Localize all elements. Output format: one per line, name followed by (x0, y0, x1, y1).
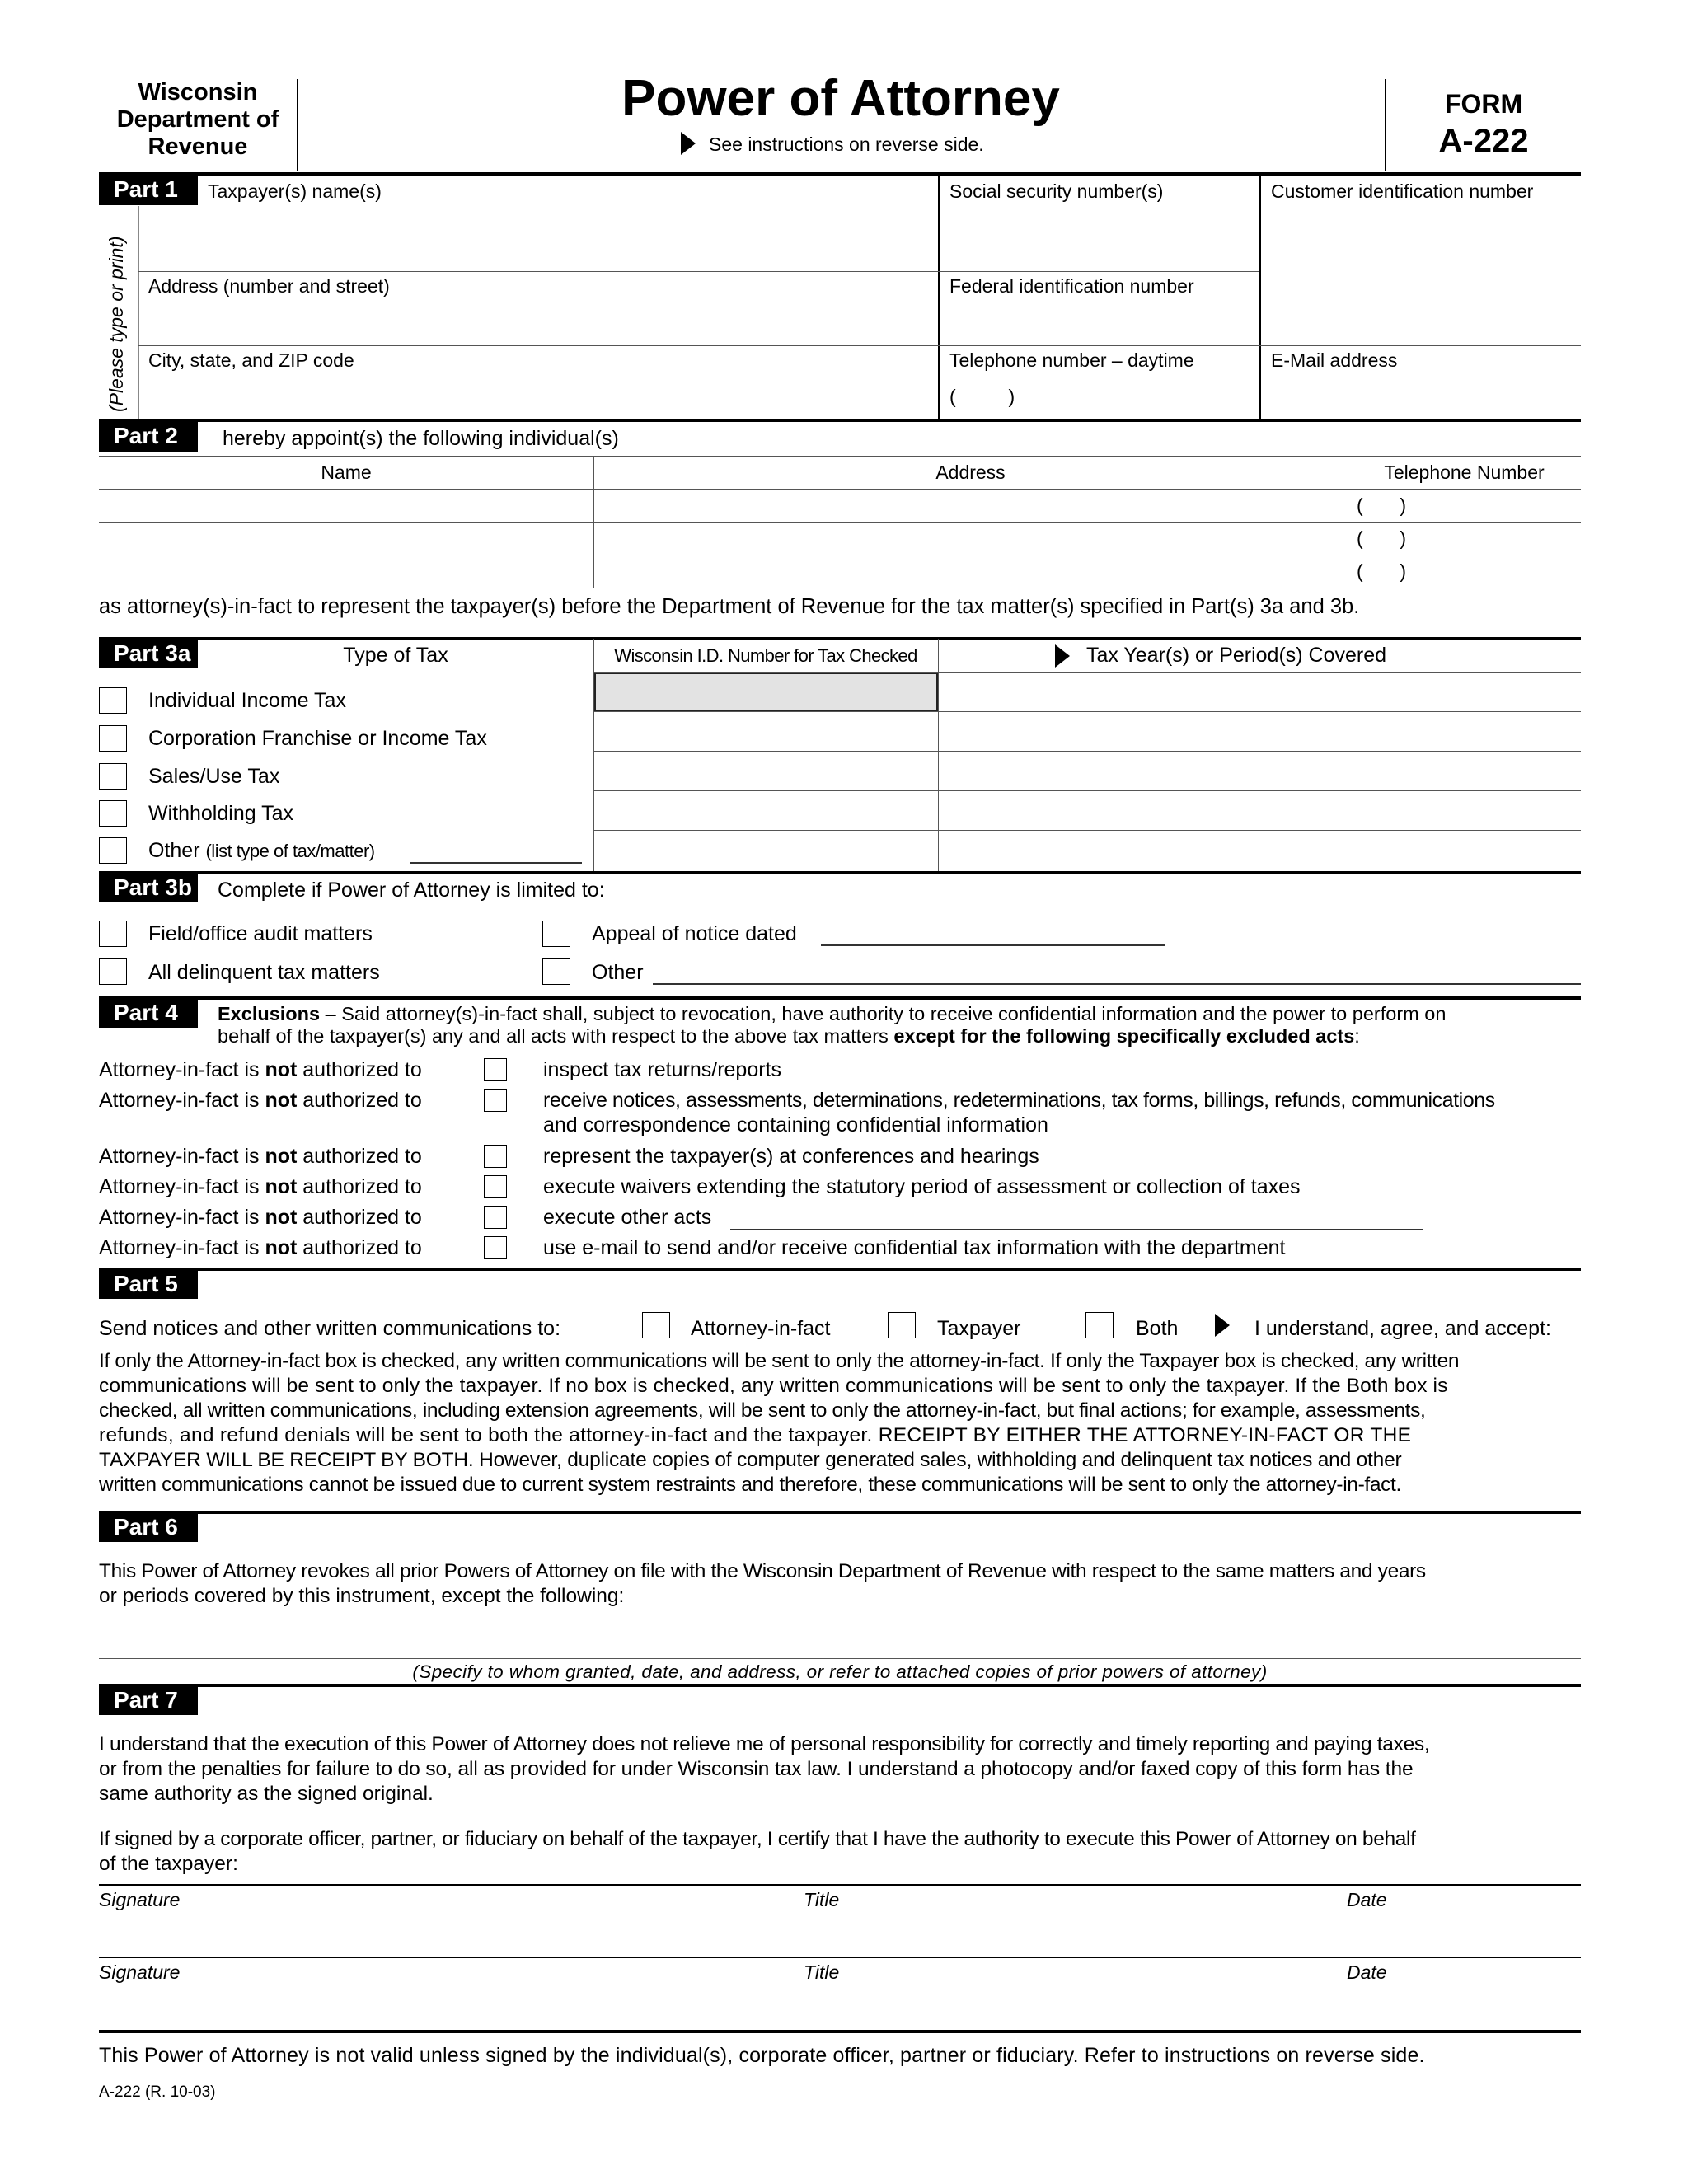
exclusion-2-act-cont: and correspondence containing confidential information (543, 1113, 1048, 1137)
part1-row-rule-2 (138, 345, 1581, 346)
col-years-header: Tax Year(s) or Period(s) Covered (1086, 644, 1387, 667)
col-phone-header: Telephone Number (1384, 462, 1545, 483)
part3a-row-rule-3 (593, 790, 1581, 791)
part3a-row-rule-4 (593, 830, 1581, 831)
form-title: Power of Attorney (621, 70, 1060, 127)
notice-attorney-checkbox[interactable] (642, 1312, 670, 1338)
delinquent-label: All delinquent tax matters (148, 961, 380, 984)
fein-field[interactable] (941, 298, 1258, 344)
phone-parens: ( ) (950, 386, 1015, 407)
exclusion-5-prefix (99, 1206, 422, 1230)
part5-line-6: written communications cannot be issued due to current system restraints and therefore, these communications will be sent to only the attorney-in-fact. (99, 1474, 1401, 1496)
signature-2-label: Signature (99, 1961, 181, 1983)
part1-col-divider-1 (938, 174, 940, 419)
other-tax-label (148, 839, 375, 863)
prior-poa-exceptions-field[interactable] (99, 1615, 1581, 1658)
signature-1-field[interactable] (99, 1912, 791, 1955)
form-word: FORM (1444, 89, 1523, 119)
exclusion-suffix-text: authorized to (297, 1175, 422, 1198)
delinquent-checkbox[interactable] (99, 958, 127, 985)
part4-label: Part 4 (99, 998, 198, 1028)
notice-both-checkbox[interactable] (1085, 1312, 1114, 1338)
exclusions-emphasis: except for the following specifically excluded acts (893, 1025, 1355, 1047)
part1-left-border (138, 206, 139, 419)
appointee-1-address[interactable] (595, 490, 1346, 521)
appointee-2-name[interactable] (101, 523, 592, 554)
part2-row-rule-2 (99, 522, 1581, 523)
notice-both-label: Both (1136, 1317, 1179, 1340)
appointee-3-address[interactable] (595, 556, 1346, 587)
date-2-label: Date (1347, 1961, 1387, 1983)
part7-p1-line-3: same authority as the signed original. (99, 1783, 434, 1805)
part5-label: Part 5 (99, 1269, 198, 1299)
exclusion-6-prefix (99, 1236, 422, 1260)
agency-line-3: Revenue (148, 134, 248, 160)
id-other-field[interactable] (595, 832, 937, 869)
title-2-field[interactable] (804, 1985, 1331, 2027)
date-1-field[interactable] (1347, 1912, 1581, 1955)
phone-field[interactable] (941, 373, 1258, 418)
validity-note: This Power of Attorney is not valid unless signed by the individual(s), corporate officer, partner or fiduciary. Refer to instructions on reverse side. (99, 2044, 1425, 2067)
other-limit-checkbox[interactable] (542, 958, 570, 985)
years-other-field[interactable] (940, 832, 1581, 869)
part3a-row-rule-2 (593, 751, 1581, 752)
exclusion-2-act: receive notices, assessments, determinations, redeterminations, tax forms, billings, refunds, communications (543, 1089, 1495, 1112)
part5-line-2: communications will be sent to only the taxpayer. If no box is checked, any written communications will be sent to only the taxpayer. If the Both box is (99, 1375, 1448, 1397)
years-sales-use-field[interactable] (940, 752, 1581, 790)
exclusion-4-checkbox[interactable] (484, 1175, 507, 1198)
part1-side-note: (Please type or print) (106, 236, 127, 412)
exclusion-3-act: represent the taxpayer(s) at conferences and hearings (543, 1145, 1039, 1168)
other-tax-entry-line[interactable] (410, 862, 582, 864)
email-field[interactable] (1263, 373, 1579, 418)
part2-top-rule (99, 419, 1581, 422)
corporation-label: Corporation Franchise or Income Tax (148, 727, 487, 750)
customer-id-label: Customer identification number (1271, 180, 1534, 202)
exclusion-suffix-text: authorized to (297, 1145, 422, 1168)
years-individual-income-field[interactable] (940, 673, 1581, 710)
appointee-2-phone[interactable]: ( ) (1357, 527, 1407, 549)
field-audit-checkbox[interactable] (99, 921, 127, 947)
fein-label: Federal identification number (950, 275, 1194, 297)
sales-use-label: Sales/Use Tax (148, 765, 280, 788)
exclusion-not: not (265, 1236, 298, 1259)
ssn-label: Social security number(s) (950, 180, 1164, 202)
address-field[interactable] (142, 298, 935, 344)
id-corporation-field[interactable] (595, 713, 937, 750)
individual-income-label: Individual Income Tax (148, 689, 346, 712)
part1-label: Part 1 (99, 174, 198, 205)
ssn-field[interactable] (941, 202, 1258, 269)
part3a-top-rule (99, 637, 1581, 640)
part7-top-rule (99, 1684, 1581, 1687)
part1-col-divider-2 (1259, 174, 1261, 419)
appointee-3-phone[interactable]: ( ) (1357, 560, 1407, 582)
signature-1-label: Signature (99, 1889, 181, 1910)
part3b-intro: Complete if Power of Attorney is limited to: (218, 879, 605, 902)
part5-line-5: TAXPAYER WILL BE RECEIPT BY BOTH. However, duplicate copies of computer generated sales, withholding and delinquent tax notices and other (99, 1449, 1402, 1471)
footer-rule (99, 2030, 1581, 2033)
customer-id-field[interactable] (1263, 202, 1579, 344)
form-revision: A-222 (R. 10-03) (99, 2083, 216, 2101)
exclusion-prefix-text: Attorney-in-fact is (99, 1236, 265, 1259)
agency-line-2: Department of (116, 106, 279, 133)
part5-line-1: If only the Attorney-in-fact box is checked, any written communications will be sent to only the attorney-in-fact. If only the Taxpayer box is checked, any written (99, 1350, 1460, 1372)
part1-top-rule (99, 172, 1581, 176)
other-limit-line[interactable] (653, 983, 1581, 985)
exclusion-1-prefix (99, 1058, 422, 1082)
other-acts-line[interactable] (730, 1229, 1423, 1230)
exclusion-prefix-text: Attorney-in-fact is (99, 1145, 265, 1168)
exclusions-text: – Said attorney(s)-in-fact shall, subject to revocation, have authority to receive confidential information and the power to perform on (320, 1003, 1447, 1024)
exclusion-3-prefix (99, 1145, 422, 1169)
field-audit-label: Field/office audit matters (148, 922, 373, 945)
exclusion-1-checkbox[interactable] (484, 1058, 507, 1081)
part3a-label: Part 3a (99, 639, 198, 668)
part2-closing: as attorney(s)-in-fact to represent the taxpayer(s) before the Department of Revenue for the tax matter(s) specified in Part(s) 3a and 3b. (99, 595, 1360, 618)
other-limit-label: Other (592, 961, 644, 984)
part7-p1-line-2: or from the penalties for failure to do so, all as provided for under Wisconsin tax law. I understand a photocopy and/or faxed copy of this form has the (99, 1758, 1414, 1780)
agency-line-1: Wisconsin (138, 79, 258, 105)
exclusion-not: not (265, 1145, 298, 1168)
part6-top-rule (99, 1511, 1581, 1514)
exclusion-suffix-text: authorized to (297, 1058, 422, 1081)
years-withholding-field[interactable] (940, 792, 1581, 829)
exclusion-not: not (265, 1175, 298, 1198)
signature-2-field[interactable] (99, 1985, 791, 2027)
exclusions-line-1 (218, 1003, 1446, 1025)
withholding-label: Withholding Tax (148, 802, 294, 825)
years-arrow-icon (1055, 644, 1070, 668)
date-2-field[interactable] (1347, 1985, 1581, 2027)
col-address-header: Address (935, 462, 1006, 483)
exclusion-2-prefix (99, 1089, 422, 1113)
agree-arrow-icon (1215, 1314, 1230, 1337)
exclusion-6-checkbox[interactable] (484, 1236, 507, 1259)
part6-line-2: or periods covered by this instrument, except the following: (99, 1585, 625, 1607)
exclusion-prefix-text: Attorney-in-fact is (99, 1089, 265, 1112)
exclusion-4-prefix (99, 1175, 422, 1199)
date-1-label: Date (1347, 1889, 1387, 1910)
notice-taxpayer-checkbox[interactable] (888, 1312, 916, 1338)
exclusion-5-checkbox[interactable] (484, 1206, 507, 1229)
exclusion-suffix-text: authorized to (297, 1236, 422, 1259)
exclusions-heading: Exclusions (218, 1003, 321, 1024)
exclusion-not: not (265, 1089, 298, 1112)
col-id-header: Wisconsin I.D. Number for Tax Checked (614, 645, 917, 666)
exclusion-suffix-text: authorized to (297, 1206, 422, 1229)
part2-label: Part 2 (99, 420, 198, 452)
title-2-label: Title (804, 1961, 840, 1983)
send-notices-label: Send notices and other written communications to: (99, 1317, 561, 1340)
taxpayer-name-field[interactable] (142, 202, 935, 269)
instructions-arrow-icon (681, 132, 696, 155)
notice-taxpayer-label: Taxpayer (937, 1317, 1021, 1340)
part7-label: Part 7 (99, 1685, 198, 1715)
city-field[interactable] (142, 373, 935, 418)
exclusion-prefix-text: Attorney-in-fact is (99, 1206, 265, 1229)
part6-label: Part 6 (99, 1512, 198, 1542)
sales-use-checkbox[interactable] (99, 763, 127, 790)
appointee-2-address[interactable] (595, 523, 1346, 554)
part2-row-rule-1 (99, 489, 1581, 490)
part3a-col-divider-2 (938, 639, 939, 871)
instructions-note: See instructions on reverse side. (709, 134, 984, 155)
email-label: E-Mail address (1271, 349, 1398, 371)
form-number: A-222 (1438, 123, 1529, 159)
exclusions-line-2-text: behalf of the taxpayer(s) any and all acts with respect to the above tax matters (218, 1025, 894, 1047)
appointee-1-phone[interactable]: ( ) (1357, 494, 1407, 516)
part1-row-rule-1 (138, 271, 1259, 272)
col-name-header: Name (321, 462, 372, 483)
exclusion-3-checkbox[interactable] (484, 1145, 507, 1168)
appeal-label: Appeal of notice dated (592, 922, 797, 945)
part3b-top-rule (99, 871, 1581, 874)
part7-p2-line-2: of the taxpayer: (99, 1853, 238, 1875)
exclusion-4-act: execute waivers extending the statutory period of assessment or collection of taxes (543, 1175, 1301, 1198)
exclusion-1-act: inspect tax returns/reports (543, 1058, 782, 1081)
part5-line-3: checked, all written communications, including extension agreements, will be sent to only the attorney-in-fact, but final actions; for example, assessments, (99, 1399, 1426, 1422)
part7-p1-line-1: I understand that the execution of this Power of Attorney does not relieve me of personal responsibility for correctly and timely reporting and paying taxes, (99, 1733, 1430, 1755)
other-tax-note: (list type of tax/matter) (205, 841, 375, 861)
years-corporation-field[interactable] (940, 713, 1581, 750)
other-tax-prefix: Other (148, 839, 206, 862)
exclusion-not: not (265, 1058, 298, 1081)
appeal-checkbox[interactable] (542, 921, 570, 947)
exclusion-suffix-text: authorized to (297, 1089, 422, 1112)
part2-intro: hereby appoint(s) the following individual(s) (223, 427, 619, 450)
individual-income-checkbox[interactable] (99, 687, 127, 714)
appointee-1-name[interactable] (101, 490, 592, 521)
notice-attorney-label: Attorney-in-fact (691, 1317, 831, 1340)
part3a-row-rule-1 (593, 711, 1581, 712)
part6-line-1: This Power of Attorney revokes all prior Powers of Attorney on file with the Wisconsin Department of Revenue with respect to the same matters and years (99, 1560, 1426, 1582)
withholding-checkbox[interactable] (99, 800, 127, 827)
id-withholding-field[interactable] (595, 792, 937, 829)
part6-specify-note: (Specify to whom granted, date, and address, or refer to attached copies of prior powers of attorney) (412, 1661, 1268, 1682)
exclusion-5-act: execute other acts (543, 1206, 712, 1229)
phone-label: Telephone number – daytime (950, 349, 1194, 371)
part2-header-top-rule (99, 456, 1581, 457)
exclusion-prefix-text: Attorney-in-fact is (99, 1058, 265, 1081)
other-tax-checkbox[interactable] (99, 837, 127, 864)
agency-block (99, 79, 297, 161)
part4-top-rule (99, 996, 1581, 1000)
part5-line-4: refunds, and refund denials will be sent to both the attorney-in-fact and the taxpayer. RECEIPT BY EITHER THE ATTORNEY-IN-FACT OR THE (99, 1424, 1412, 1446)
id-individual-income-field[interactable] (594, 673, 938, 711)
exclusions-line-2 (218, 1025, 1360, 1047)
col-type-header: Type of Tax (343, 644, 448, 667)
exclusion-2-checkbox[interactable] (484, 1089, 507, 1112)
signature-1-rule (99, 1884, 1581, 1886)
taxpayer-name-label: Taxpayer(s) name(s) (208, 180, 382, 202)
appeal-date-line[interactable] (821, 944, 1165, 946)
id-sales-use-field[interactable] (595, 752, 937, 790)
part3b-label: Part 3b (99, 873, 198, 902)
exclusion-prefix-text: Attorney-in-fact is (99, 1175, 265, 1198)
agree-label: I understand, agree, and accept: (1254, 1317, 1551, 1340)
city-label: City, state, and ZIP code (148, 349, 354, 371)
corporation-checkbox[interactable] (99, 725, 127, 752)
title-1-field[interactable] (804, 1912, 1331, 1955)
signature-2-rule (99, 1957, 1581, 1958)
exclusion-6-act: use e-mail to send and/or receive confidential tax information with the department (543, 1236, 1286, 1259)
exclusions-colon: : (1354, 1025, 1360, 1047)
address-label: Address (number and street) (148, 275, 390, 297)
part7-p2-line-1: If signed by a corporate officer, partner, or fiduciary on behalf of the taxpayer, I certify that I have the authority to execute this Power of Attorney on behalf (99, 1828, 1416, 1850)
title-1-label: Title (804, 1889, 840, 1910)
appointee-3-name[interactable] (101, 556, 592, 587)
exclusion-not: not (265, 1206, 298, 1229)
part6-entry-line (99, 1658, 1581, 1659)
part5-top-rule (99, 1268, 1581, 1271)
